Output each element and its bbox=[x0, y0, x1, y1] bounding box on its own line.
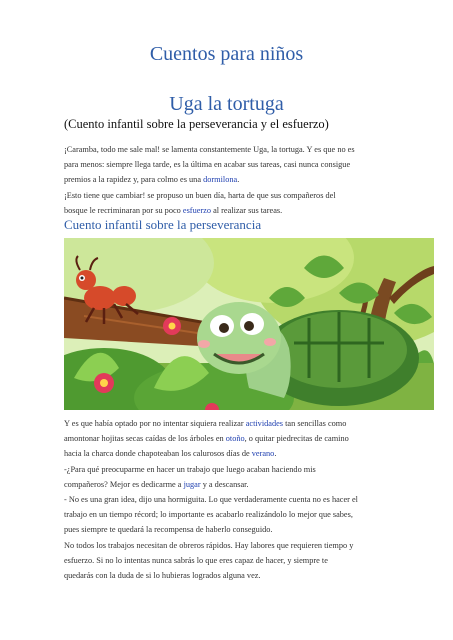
text-line: esfuerzo. Si no lo intentas nunca sabrás lo que eres capaz de hacer, y siempre te bbox=[64, 555, 328, 565]
link-dormilona[interactable]: dormilona bbox=[203, 175, 238, 185]
story-subtitle: (Cuento infantil sobre la perseverancia y el esfuerzo) bbox=[64, 117, 329, 131]
story-body bbox=[64, 416, 394, 583]
link-esfuerzo[interactable]: esfuerzo bbox=[182, 205, 211, 215]
text-line: amontonar hojitas secas caídas de los árboles en otoño, o quitar piedrecitas de camino bbox=[64, 434, 349, 444]
link-verano[interactable]: verano bbox=[251, 449, 275, 459]
text-line: pues siempre te quedará la recompensa de haberlo conseguido. bbox=[64, 525, 273, 535]
text-line: bosque le recriminaran por su poco esfuerzo al realizar sus tareas. bbox=[64, 205, 283, 215]
text-line: ¡Caramba, todo me sale mal! se lamenta constantemente Uga, la tortuga. Y es que no es bbox=[64, 145, 355, 154]
link-actividades[interactable]: actividades bbox=[245, 419, 284, 428]
text-line: -¿Para qué preocuparme en hacer un trabajo que luego acaban haciendo mis bbox=[64, 464, 316, 474]
text-line: - No es una gran idea, dijo una hormiguita. Lo que verdaderamente cuenta no es hacer el bbox=[64, 495, 358, 505]
text-line: para menos: siempre llega tarde, es la última en acabar sus tareas, casi nunca consigue bbox=[64, 160, 351, 170]
section-heading: Cuento infantil sobre la perseverancia bbox=[64, 217, 262, 232]
text-line: hacia la charca donde chapoteaban los calurosos días de verano. bbox=[64, 449, 277, 459]
illustration-svg bbox=[64, 238, 434, 410]
link-otono[interactable]: otoño bbox=[225, 434, 245, 444]
intro-paragraph bbox=[64, 142, 394, 218]
text-line: premios a la rapidez y, para colmo es una dormilona. bbox=[64, 175, 240, 185]
text-line: compañeros? Mejor es dedicarme a jugar y a descansar. bbox=[64, 479, 249, 489]
text-line: trabajo en un tiempo récord; lo importante es acabarlo realizándolo lo mejor que sabes, bbox=[64, 510, 353, 520]
text-line: No todos los trabajos necesitan de obreros rápidos. Hay labores que requieren tiempo y bbox=[64, 540, 354, 550]
story-title: Uga la tortuga bbox=[169, 93, 284, 115]
site-title: Cuentos para niños bbox=[149, 43, 304, 65]
story-illustration bbox=[64, 238, 434, 410]
text-line: ¡Esto tiene que cambiar! se propuso un buen día, harta de que sus compañeros del bbox=[64, 190, 336, 200]
text-line: quedarás con la duda de si lo hubieras logrados alguna vez. bbox=[64, 571, 261, 581]
link-jugar[interactable]: jugar bbox=[183, 479, 201, 489]
text-line: Y es que había optado por no intentar siquiera realizar actividades tan sencillas como bbox=[64, 419, 347, 428]
